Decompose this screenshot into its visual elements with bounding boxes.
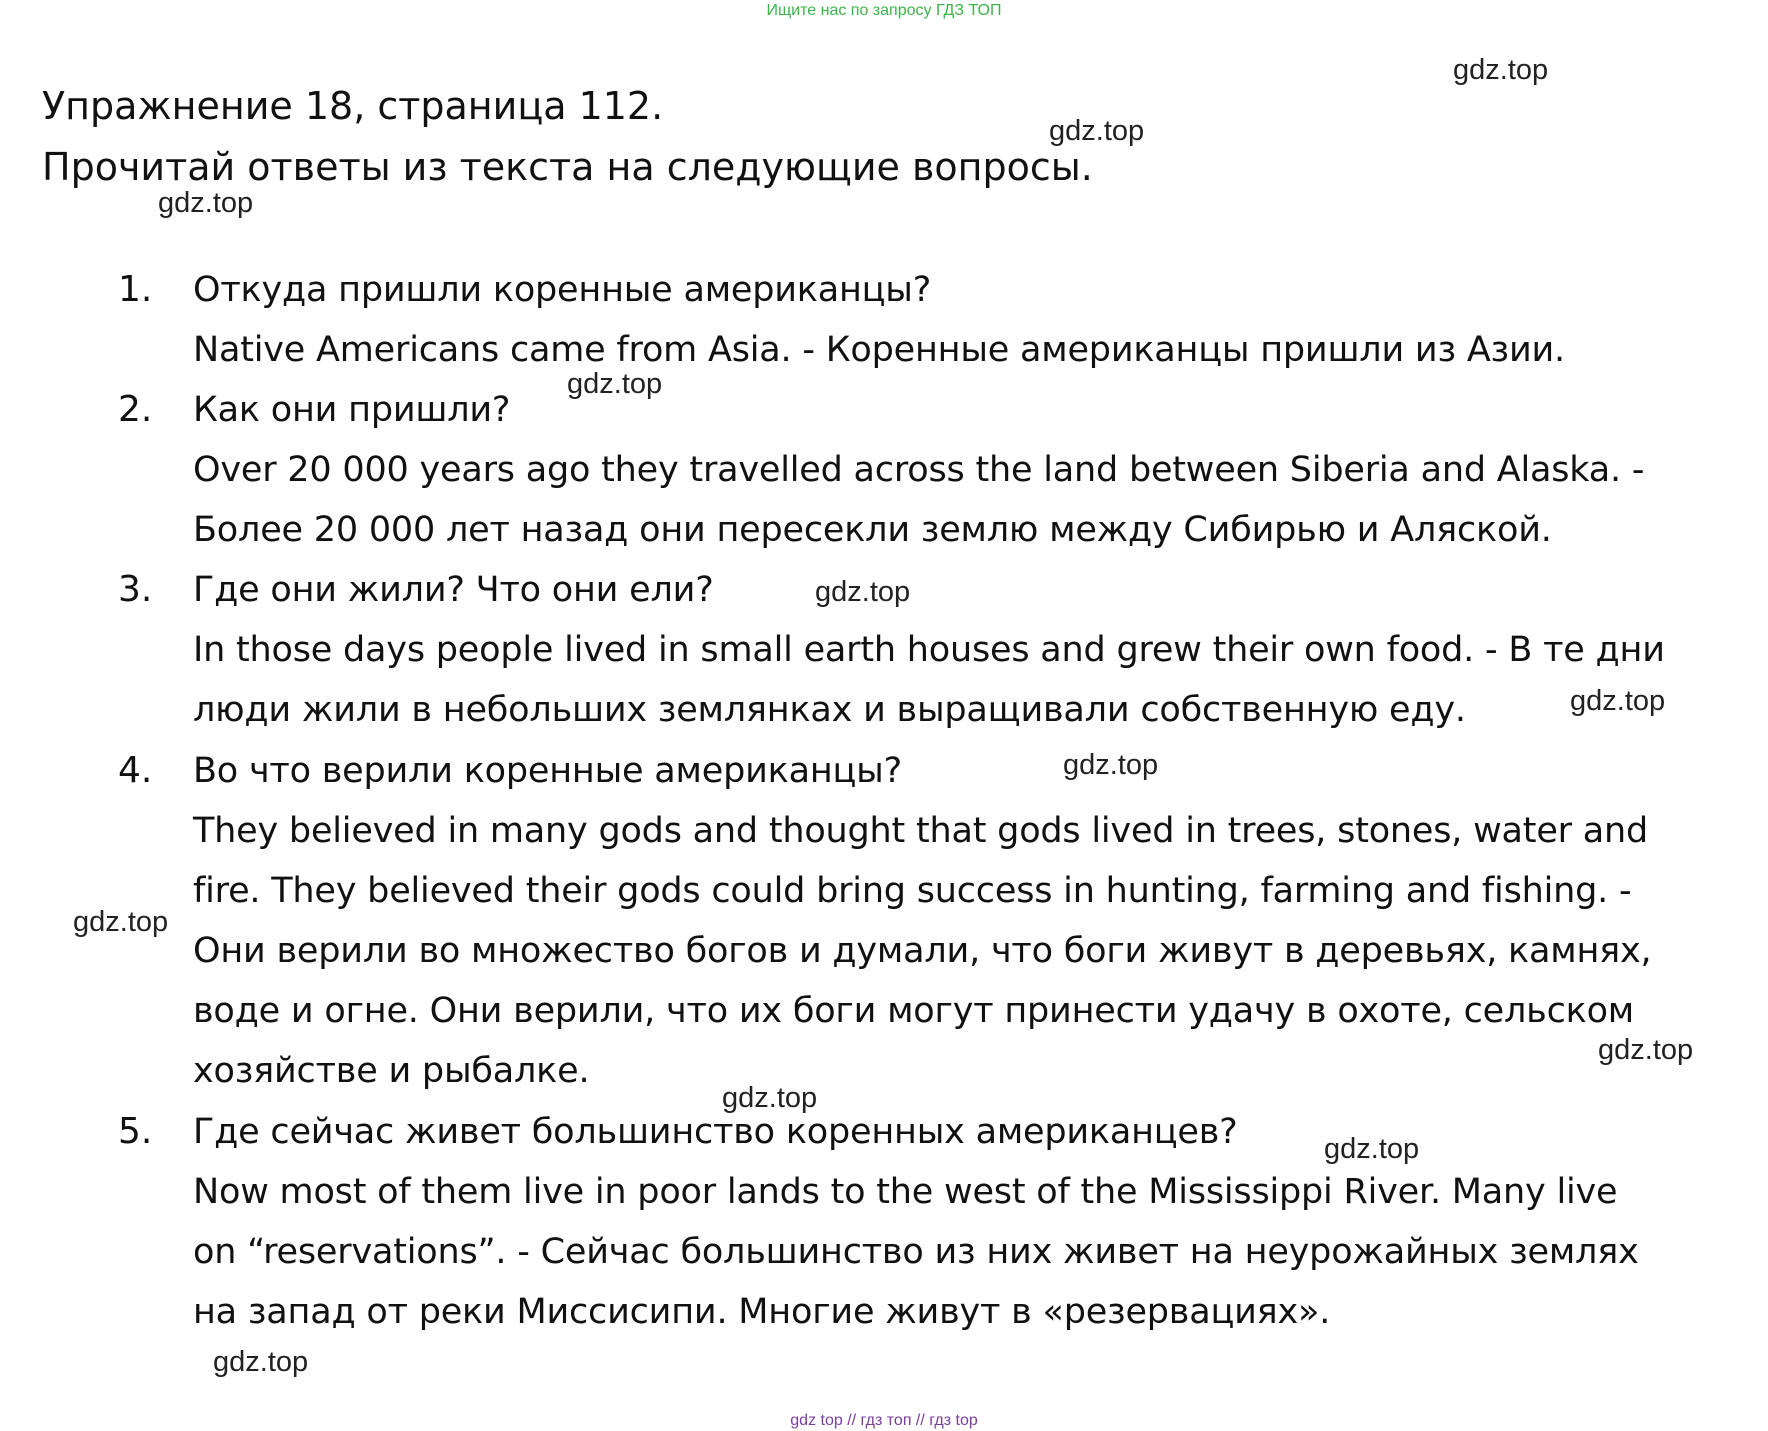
answer-line: Over 20 000 years ago they travelled across the land between Siberia and Alaska. - <box>193 450 1645 490</box>
bottom-banner: gdz top // гдз топ // гдз top <box>790 1412 978 1429</box>
watermark: gdz.top <box>1324 1133 1420 1165</box>
answer-line: fire. They believed their gods could bring success in hunting, farming and fishing. - <box>193 871 1632 911</box>
answer-line: хозяйстве и рыбалке. <box>193 1051 590 1091</box>
watermark: gdz.top <box>722 1082 818 1114</box>
answer-line: воде и огне. Они верили, что их боги могут принести удачу в охоте, сельском <box>193 991 1635 1031</box>
watermark: gdz.top <box>1049 115 1145 147</box>
answer-line: Native Americans came from Asia. - Коренные американцы пришли из Азии. <box>193 330 1565 370</box>
answer-line: on “reservations”. - Сейчас большинство из них живет на неурожайных землях <box>193 1232 1639 1272</box>
instruction-text: Прочитай ответы из текста на следующие вопросы. <box>42 145 1093 189</box>
top-banner: Ищите нас по запросу ГДЗ ТОП <box>766 2 1002 19</box>
watermark: gdz.top <box>213 1346 309 1378</box>
watermark: gdz.top <box>815 576 911 608</box>
watermark: gdz.top <box>1063 749 1159 781</box>
watermark: gdz.top <box>158 187 254 219</box>
question-text: Откуда пришли коренные американцы? <box>193 270 932 310</box>
question-number: 5. <box>118 1111 153 1152</box>
answer-line: In those days people lived in small earth houses and grew their own food. - В те дни <box>193 630 1665 670</box>
question-number: 3. <box>118 569 153 610</box>
question-number: 1. <box>118 269 153 310</box>
answer-line: люди жили в небольших землянках и выращивали собственную еду. <box>193 690 1466 730</box>
answer-line: They believed in many gods and thought that gods lived in trees, stones, water and <box>193 811 1649 851</box>
question-text: Где они жили? Что они ели? <box>193 570 714 610</box>
exercise-title: Упражнение 18, страница 112. <box>42 84 664 128</box>
watermark: gdz.top <box>1453 54 1549 86</box>
answer-line: на запад от реки Миссисипи. Многие живут в «резервациях». <box>193 1292 1331 1332</box>
watermark: gdz.top <box>73 906 169 938</box>
question-text: Во что верили коренные американцы? <box>193 751 902 791</box>
question-text: Как они пришли? <box>193 390 511 430</box>
watermark: gdz.top <box>567 368 663 400</box>
answer-line: Now most of them live in poor lands to the west of the Mississippi River. Many live <box>193 1172 1618 1212</box>
answer-line: Они верили во множество богов и думали, что боги живут в деревьях, камнях, <box>193 931 1652 971</box>
answer-line: Более 20 000 лет назад они пересекли землю между Сибирью и Аляской. <box>193 510 1552 550</box>
question-text: Где сейчас живет большинство коренных американцев? <box>193 1112 1238 1152</box>
question-number: 4. <box>118 750 153 791</box>
question-number: 2. <box>118 389 153 430</box>
watermark: gdz.top <box>1598 1034 1694 1066</box>
watermark: gdz.top <box>1570 685 1666 717</box>
